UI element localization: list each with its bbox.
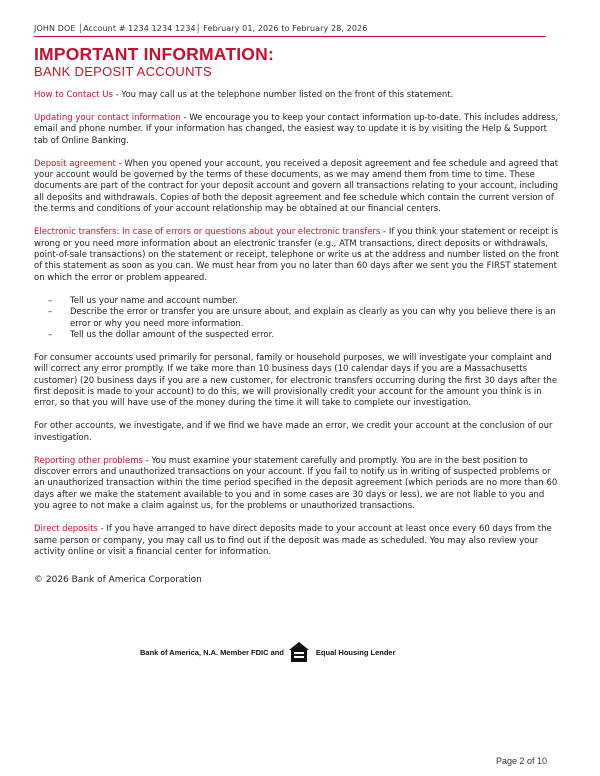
direct-deposits-text: - If you have arranged to have direct deposits made to your account at least once every 60 days from the same person or company, you may call us to find out if the deposit was made as scheduled. You may also review your activity online or visit a financial center for information. xyxy=(34,524,552,557)
page-title: IMPORTANT INFORMATION: xyxy=(34,44,274,64)
list-item xyxy=(34,307,562,330)
electronic-transfers-list xyxy=(34,296,562,342)
page-subtitle: BANK DEPOSIT ACCOUNTS xyxy=(34,64,212,79)
list-item-text: Tell us your name and account number. xyxy=(70,295,238,306)
copyright-notice: © 2026 Bank of America Corporation xyxy=(34,575,202,586)
list-item xyxy=(34,296,562,307)
dash-bullet: – xyxy=(48,329,53,340)
equal-housing-lender-text: Equal Housing Lender xyxy=(315,647,396,657)
fdic-text: Bank of America, N.A. Member FDIC and xyxy=(140,647,284,657)
contact-heading: How to Contact Us xyxy=(34,90,113,100)
page-number: Page 2 of 10 xyxy=(496,756,548,766)
updating-heading: Updating your contact information xyxy=(34,112,181,123)
statement-header: JOHN DOE │Account # 1234 1234 1234│ February 01, 2026 to February 28, 2026 xyxy=(34,24,546,37)
contact-text: - You may call us at the telephone number listed on the front of this statement. xyxy=(112,90,454,100)
other-accounts-paragraph: For other accounts, we investigate, and if we find we have made an error, we credit your account at the conclusion of our investigation. xyxy=(34,421,553,443)
updating-section xyxy=(34,113,562,147)
consumer-accounts-paragraph: For consumer accounts used primarily for personal, family or household purposes, we will investigate your complaint and will correct any error promptly. If we take more than 10 business days (10 calendar days if you are a Massachusetts customer) (20 business days if you are a new customer, for electronic transfers occurring during the first 30 days after the first deposit is made to your account) to do this, we will provisionally credit your account for the amount you think is in error, so that you will have use of the money during the time it will take to complete our investigation. xyxy=(34,352,558,409)
electronic-transfers-heading: Electronic transfers: In case of errors or questions about your electronic transfers xyxy=(34,227,381,238)
deposit-agreement-section xyxy=(34,159,562,216)
direct-deposits-section xyxy=(34,524,562,558)
dash-bullet: – xyxy=(48,295,53,306)
contact-section xyxy=(34,90,562,101)
deposit-agreement-heading: Deposit agreement xyxy=(34,158,116,169)
fdic-footer xyxy=(140,641,396,663)
disclosure-content xyxy=(34,90,562,587)
electronic-transfers-text: - If you think your statement or receipt is wrong or you need more information about an electronic transfer (e.g., ATM transactions, direct deposits or withdrawals, point-of-sale transactions) on the statement or receipt, telephone or write us at the address and number listed on the front of this statement as soon as you can. We must hear from you no later than 60 days after we sent you the FIRST statement on which the error or problem appeared. xyxy=(34,227,559,283)
reporting-section xyxy=(34,456,562,513)
updating-text: - We encourage you to keep your contact information up-to-date. This includes address, email and phone number. If your information has changed, the easiest way to update it is by visiting the Help & Support tab of Online Banking. xyxy=(34,112,559,146)
list-item xyxy=(34,330,562,341)
reporting-text: - You must examine your statement carefully and promptly. You are in the best position to discover errors and unauthorized transactions on your account. If you fail to notify us in writing of suspected problems or an unauthorized transaction within the time period specified in the deposit agreement (which periods are no more than 60 days after we make the statement available to you and in some cases are 30 days or less), we are not liable to you and you agree to not make a claim against us, for the problems or unauthorized transactions. xyxy=(34,455,558,512)
deposit-agreement-text: - When you opened your account, you received a deposit agreement and fee schedule and agreed that your account would be governed by the terms of these documents, as we may amend them from time to time. These documents are part of the contract for your deposit account and govern all transactions relating to your account, including all deposits and withdrawals. Copies of both the deposit agreement and fee schedule which contain the current version of the terms and conditions of your account relationship may be obtained at our financial centers. xyxy=(34,158,559,215)
list-item-text: Describe the error or transfer you are unsure about, and explain as clearly as you can why you believe there is an error or why you need more information. xyxy=(70,307,556,329)
list-item-text: Tell us the dollar amount of the suspected error. xyxy=(70,329,275,340)
reporting-heading: Reporting other problems xyxy=(34,455,143,466)
equal-housing-lender-icon xyxy=(288,641,310,663)
dash-bullet: – xyxy=(48,307,53,318)
direct-deposits-heading: Direct deposits xyxy=(34,524,98,535)
electronic-transfers-section xyxy=(34,227,562,284)
